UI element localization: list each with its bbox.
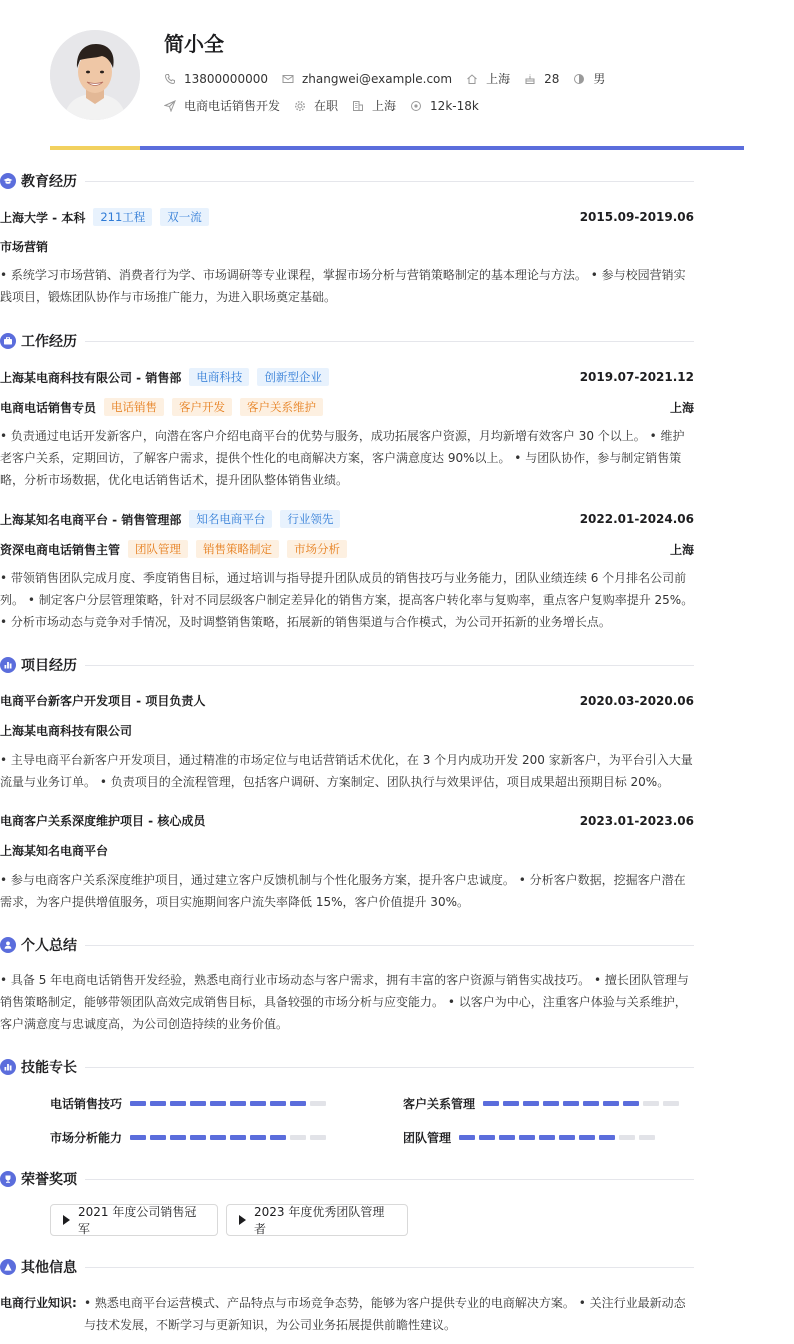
work-description: • 负责通过电话开发新客户，向潜在客户介绍电商平台的优势与服务，成功拓展客户资源，月均新增有效客户 30 个以上。 • 维护老客户关系，定期回访，了解客户需求，提供个性化的电商解决方案，客户满意度达 90%以上。 • 与团队协作，参与制定销售策略，分析市场数据，优化电话销售话术，提升团队整体销售业绩。 (0, 429, 685, 487)
section-skills: 技能专长 (0, 1057, 694, 1077)
skill-level-segment (310, 1101, 326, 1106)
status-text: 在职 (314, 99, 339, 113)
project-org: 上海某电商科技有限公司 (0, 724, 133, 738)
email-item (282, 72, 452, 86)
skill-level-segment (230, 1101, 246, 1106)
candidate-name: 简小全 (164, 32, 224, 56)
skill-name: 市场分析能力 (50, 1131, 123, 1145)
skill-level-segment (290, 1101, 306, 1106)
skill-item (50, 1129, 330, 1146)
education-major-row (0, 238, 694, 255)
bar-chart-icon (0, 657, 16, 673)
skill-level-segment (270, 1101, 286, 1106)
education-description: • 系统学习市场营销、消费者行为学、市场调研等专业课程，掌握市场分析与营销策略制定的基本理论与方法。 • 参与校园营销实践项目，锻炼团队协作与市场推广能力，为进入职场奠定基础。 (0, 268, 686, 304)
other-label: 电商行业知识: (0, 1296, 77, 1310)
work-role-row (0, 540, 694, 558)
skill-level-segment (539, 1135, 555, 1140)
gender-item (573, 70, 605, 87)
user-icon (0, 937, 16, 953)
bar-chart-icon (0, 1059, 16, 1075)
role-tag: 客户关系维护 (240, 398, 323, 416)
project-description: • 主导电商平台新客户开发项目，通过精准的市场定位与电话营销话术优化，在 3 个月内成功开发 200 家新客户，为平台引入大量流量与业务订单。 • 负责项目的全流程管理，包括客户调研、方案制定、团队执行与效果评估，项目成果超出预期目标 20%。 (0, 753, 693, 789)
skill-level-bar (130, 1135, 330, 1140)
job-intent-row (164, 97, 493, 114)
resume-header (50, 0, 744, 146)
role-tag: 团队管理 (128, 540, 188, 558)
skill-level-segment (503, 1101, 519, 1106)
skill-level-segment (543, 1101, 559, 1106)
skill-level-segment (559, 1135, 575, 1140)
award-item[interactable] (226, 1204, 408, 1236)
skill-level-segment (479, 1135, 495, 1140)
skill-level-segment (583, 1101, 599, 1106)
skill-level-segment (499, 1135, 515, 1140)
role-tag: 客户开发 (172, 398, 232, 416)
skill-level-segment (483, 1101, 499, 1106)
header-divider (50, 146, 744, 150)
work-company-row (0, 510, 694, 528)
role-tag: 市场分析 (287, 540, 347, 558)
gender-icon (573, 73, 585, 85)
caret-right-icon (239, 1215, 246, 1225)
project-title-row (0, 692, 694, 709)
skill-level-segment (190, 1135, 206, 1140)
company-name: 上海某知名电商平台 - 销售管理部 (0, 512, 182, 527)
skill-level-segment (250, 1101, 266, 1106)
skill-name: 团队管理 (403, 1131, 452, 1145)
role-title: 电商电话销售专员 (0, 400, 97, 415)
education-tag: 211工程 (93, 208, 152, 226)
location-item (466, 70, 510, 87)
skill-level-segment (190, 1101, 206, 1106)
work-period: 2022.01-2024.06 (579, 512, 694, 526)
project-title-row (0, 812, 694, 829)
work-city: 上海 (669, 542, 694, 557)
skill-item (403, 1129, 659, 1146)
project-description: • 参与电商客户关系深度维护项目，通过建立客户反馈机制与个性化服务方案，提升客户忠诚度。 • 分析客户数据，挖掘客户潜在需求，为客户提供增值服务，项目实施期间客户流失率降低 15%，客户价值提升 30%。 (0, 873, 686, 909)
other-text: • 熟悉电商平台运营模式、产品特点与市场竞争态势，能够为客户提供专业的电商解决方案。 • 关注行业最新动态与技术发展，不断学习与更新知识，为公司业务拓展提供前瞻性建议。 (84, 1296, 686, 1332)
skill-level-segment (459, 1135, 475, 1140)
company-tag: 知名电商平台 (189, 510, 272, 528)
age-text: 28 (544, 71, 560, 86)
contact-row (164, 70, 619, 87)
skill-level-segment (130, 1101, 146, 1106)
company-tag: 创新型企业 (257, 368, 329, 386)
award-text: 2023 年度优秀团队管理者 (254, 1205, 385, 1236)
skill-level-segment (579, 1135, 595, 1140)
work-company-row (0, 368, 694, 386)
section-awards: 荣誉奖项 (0, 1169, 694, 1189)
education-period: 2015.09-2019.06 (579, 210, 694, 224)
skill-level-segment (603, 1101, 619, 1106)
skill-level-segment (170, 1101, 186, 1106)
coin-icon (410, 100, 422, 112)
education-header (0, 208, 694, 226)
info-icon (0, 1259, 16, 1275)
skill-level-segment (250, 1135, 266, 1140)
skill-level-segment (210, 1135, 226, 1140)
role-tag: 销售策略制定 (196, 540, 279, 558)
gender-text: 男 (593, 72, 606, 86)
company-tag: 电商科技 (189, 368, 249, 386)
award-item[interactable] (50, 1204, 218, 1236)
skill-level-segment (170, 1135, 186, 1140)
company-tag: 行业领先 (280, 510, 340, 528)
work-description: • 带领销售团队完成月度、季度销售目标，通过培训与指导提升团队成员的销售技巧与业务能力，团队业绩连续 6 个月排名公司前列。 • 制定客户分层管理策略，针对不同层级客户制定差异化的销售方案，提高客户转化率与复购率，重点客户复购率提升 25%。 • 分析市场动态与竞争对手情况，及时调整销售策略，拓展新的销售渠道与合作模式，为公司开拓新的业务增长点。 (0, 571, 694, 629)
role-tag: 电话销售 (104, 398, 164, 416)
job-intent-text: 电商电话销售开发 (184, 99, 281, 113)
salary-item (410, 99, 479, 113)
education-tag: 双一流 (160, 208, 209, 226)
phone-text: 13800000000 (184, 71, 268, 86)
skill-level-segment (310, 1135, 326, 1140)
skill-level-segment (290, 1135, 306, 1140)
job-intent-item (164, 97, 280, 114)
target-city-item (352, 97, 396, 114)
building-icon (352, 100, 364, 112)
skill-name: 客户关系管理 (403, 1097, 476, 1111)
avatar (50, 30, 140, 120)
skill-level-segment (619, 1135, 635, 1140)
company-name: 上海某电商科技有限公司 - 销售部 (0, 370, 182, 385)
age-item (524, 72, 559, 86)
project-period: 2023.01-2023.06 (579, 813, 694, 828)
trophy-icon (0, 1171, 16, 1187)
skill-level-bar (483, 1101, 683, 1106)
work-period: 2019.07-2021.12 (579, 370, 694, 384)
skill-level-segment (210, 1101, 226, 1106)
section-projects: 项目经历 (0, 655, 694, 675)
skill-level-segment (519, 1135, 535, 1140)
skill-level-segment (270, 1135, 286, 1140)
project-org: 上海某知名电商平台 (0, 844, 109, 858)
other-info (0, 1292, 694, 1336)
salary-text: 12k-18k (430, 98, 479, 113)
education-major: 市场营销 (0, 240, 49, 254)
skill-level-segment (623, 1101, 639, 1106)
mail-icon (282, 73, 294, 85)
section-work: 工作经历 (0, 331, 694, 351)
skill-item (50, 1095, 330, 1112)
skill-level-segment (663, 1101, 679, 1106)
project-period: 2020.03-2020.06 (579, 693, 694, 708)
target-city-text: 上海 (372, 99, 397, 113)
gear-icon (294, 100, 306, 112)
caret-right-icon (63, 1215, 70, 1225)
location-text: 上海 (486, 72, 511, 86)
cake-icon (524, 73, 536, 85)
skill-level-segment (599, 1135, 615, 1140)
skill-level-segment (150, 1101, 166, 1106)
role-title: 资深电商电话销售主管 (0, 542, 121, 557)
briefcase-icon (0, 333, 16, 349)
project-org-row (0, 722, 694, 739)
skill-level-segment (130, 1135, 146, 1140)
award-text: 2021 年度公司销售冠军 (78, 1205, 197, 1236)
home-icon (466, 73, 478, 85)
send-icon (164, 100, 176, 112)
project-org-row (0, 842, 694, 859)
work-role-row (0, 398, 694, 416)
email-text: zhangwei@example.com (301, 71, 453, 86)
project-title: 电商平台新客户开发项目 - 项目负责人 (0, 694, 206, 708)
skill-item (403, 1095, 683, 1112)
skill-level-segment (523, 1101, 539, 1106)
section-summary: 个人总结 (0, 935, 694, 955)
graduation-cap-icon (0, 173, 16, 189)
skill-level-segment (150, 1135, 166, 1140)
skill-level-bar (130, 1101, 330, 1106)
section-education: 教育经历 (0, 171, 694, 191)
work-city: 上海 (669, 400, 694, 415)
avatar-portrait-icon (50, 30, 140, 120)
skill-name: 电话销售技巧 (50, 1097, 123, 1111)
school-name: 上海大学 - 本科 (0, 210, 86, 225)
skill-level-segment (563, 1101, 579, 1106)
summary-text: • 具备 5 年电商电话销售开发经验，熟悉电商行业市场动态与客户需求，拥有丰富的客户资源与销售实战技巧。 • 擅长团队管理与销售策略制定，能够带领团队高效完成销售目标，具备较强的市场分析与应变能力。 • 以客户为中心，注重客户体验与关系维护，客户满意度与忠诚度高，为公司创造持续的业务价值。 (0, 973, 689, 1031)
section-other: 其他信息 (0, 1257, 694, 1277)
project-title: 电商客户关系深度维护项目 - 核心成员 (0, 814, 206, 828)
phone-item (164, 72, 268, 86)
skill-level-segment (643, 1101, 659, 1106)
skill-level-segment (230, 1135, 246, 1140)
status-item (294, 97, 338, 114)
skill-level-bar (459, 1135, 659, 1140)
skill-level-segment (639, 1135, 655, 1140)
phone-icon (164, 73, 176, 85)
